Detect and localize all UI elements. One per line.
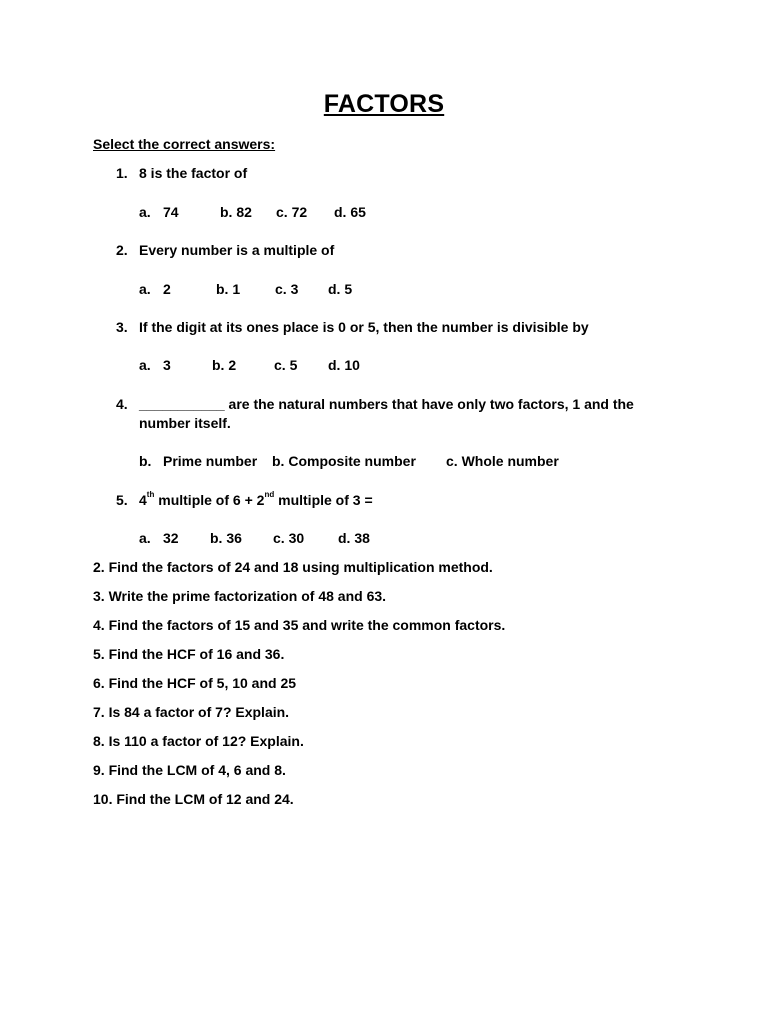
- ordinal-suffix: th: [146, 490, 155, 499]
- option-label: a.: [139, 357, 151, 373]
- option-label: a.: [139, 281, 151, 297]
- option-c: c. Whole number: [446, 453, 559, 469]
- option-label: a.: [139, 530, 151, 546]
- option-a: 3: [163, 357, 171, 373]
- question-text-line-1: ___________ are the natural numbers that have only two factors, 1 and the: [139, 396, 634, 412]
- question-8: 8. Is 110 a factor of 12? Explain.: [93, 733, 304, 749]
- question-text: If the digit at its ones place is 0 or 5, then the number is divisible by: [139, 319, 589, 335]
- question-2: 2. Find the factors of 24 and 18 using multiplication method.: [93, 559, 493, 575]
- question-9: 9. Find the LCM of 4, 6 and 8.: [93, 762, 286, 778]
- option-b: b. Composite number: [272, 453, 416, 469]
- option-b: b. 36: [210, 530, 242, 546]
- option-d: d. 65: [334, 204, 366, 220]
- option-d: d. 10: [328, 357, 360, 373]
- question-5: 5. Find the HCF of 16 and 36.: [93, 646, 285, 662]
- option-c: c. 72: [276, 204, 308, 220]
- question-number: 4.: [116, 396, 128, 412]
- question-6: 6. Find the HCF of 5, 10 and 25: [93, 675, 297, 691]
- question-text: 4th multiple of 6 + 2nd multiple of 3 =: [139, 490, 373, 508]
- question-text: 8 is the factor of: [139, 165, 248, 181]
- option-d: d. 38: [338, 530, 370, 546]
- option-label: a.: [139, 204, 151, 220]
- option-c: c. 3: [275, 281, 299, 297]
- ordinal-suffix: nd: [264, 490, 275, 499]
- question-4: 4. Find the factors of 15 and 35 and write the common factors.: [93, 617, 506, 633]
- question-10: 10. Find the LCM of 12 and 24.: [93, 791, 294, 807]
- question-text: Every number is a multiple of: [139, 242, 335, 258]
- page-title: FACTORS: [323, 90, 445, 118]
- question-3: 3. Write the prime factorization of 48 and 63.: [93, 588, 387, 604]
- option-a: 2: [163, 281, 171, 297]
- question-number: 2.: [116, 242, 128, 258]
- option-c: c. 30: [273, 530, 305, 546]
- option-a: 74: [163, 204, 179, 220]
- question-text-line-2: number itself.: [139, 415, 231, 431]
- question-7: 7. Is 84 a factor of 7? Explain.: [93, 704, 290, 720]
- instruction-heading: Select the correct answers:: [93, 136, 276, 152]
- option-a: 32: [163, 530, 179, 546]
- option-b: b. 2: [212, 357, 237, 373]
- option-b: b. 82: [220, 204, 252, 220]
- option-b: b. 1: [216, 281, 241, 297]
- option-d: d. 5: [328, 281, 353, 297]
- question-number: 1.: [116, 165, 128, 181]
- question-number: 3.: [116, 319, 128, 335]
- option-a: Prime number: [163, 453, 258, 469]
- option-c: c. 5: [274, 357, 298, 373]
- question-number: 5.: [116, 492, 128, 508]
- option-label: b.: [139, 453, 152, 469]
